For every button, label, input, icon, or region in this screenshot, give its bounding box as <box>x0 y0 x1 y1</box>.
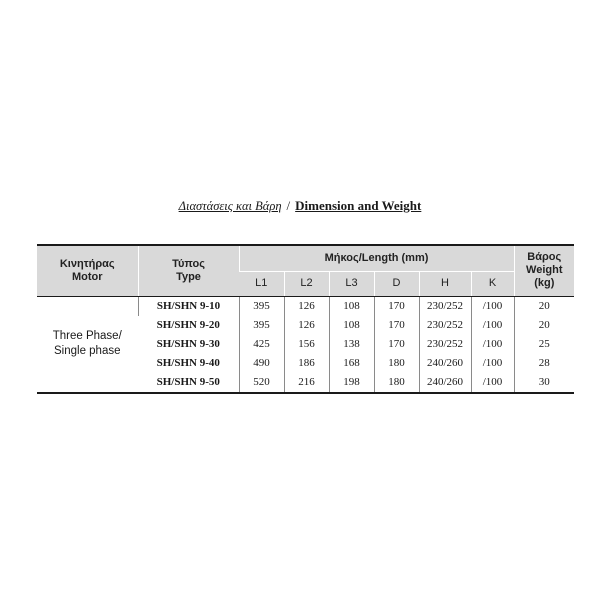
header-motor <box>37 245 138 296</box>
table-row <box>37 296 574 316</box>
type-cell: SH/SHN 9-40 <box>156 357 220 369</box>
title-english: Dimension and Weight <box>295 198 422 213</box>
l3-cell: 108 <box>329 296 374 316</box>
d-cell: 180 <box>374 373 419 393</box>
weight-cell: 28 <box>514 354 574 373</box>
weight-cell: 20 <box>514 296 574 316</box>
title-separator: / <box>286 198 291 213</box>
l2-cell: 156 <box>284 335 329 354</box>
header-motor-greek: Κινητήρας <box>59 257 115 270</box>
l3-cell: 198 <box>329 373 374 393</box>
d-cell: 170 <box>374 296 419 316</box>
l1-cell: 425 <box>239 335 284 354</box>
header-length-group: Μήκος/Length (mm) <box>239 245 514 271</box>
header-weight <box>514 245 574 296</box>
weight-cell: 30 <box>514 373 574 393</box>
type-cell: SH/SHN 9-30 <box>156 338 220 350</box>
k-cell: /100 <box>471 373 514 393</box>
header-col-h: H <box>419 271 471 296</box>
h-cell: 240/260 <box>419 373 471 393</box>
header-weight-greek: Βάρος <box>527 251 562 264</box>
l1-cell: 490 <box>239 354 284 373</box>
motor-cell <box>37 296 138 393</box>
h-cell: 230/252 <box>419 335 471 354</box>
header-col-l2: L2 <box>284 271 329 296</box>
header-row-top <box>37 245 574 271</box>
k-cell: /100 <box>471 354 514 373</box>
dimension-weight-table <box>37 244 574 394</box>
title-greek: Διαστάσεις και Βάρη <box>178 199 282 213</box>
header-col-k: K <box>471 271 514 296</box>
header-weight-unit: (kg) <box>534 277 555 290</box>
header-type-english: Type <box>176 270 201 283</box>
header-col-d: D <box>374 271 419 296</box>
weight-cell: 25 <box>514 335 574 354</box>
h-cell: 230/252 <box>419 296 471 316</box>
header-weight-english: Weight <box>526 264 563 277</box>
header-col-l3: L3 <box>329 271 374 296</box>
motor-label-line1: Three Phase/ <box>52 330 122 342</box>
l2-cell: 216 <box>284 373 329 393</box>
l3-cell: 138 <box>329 335 374 354</box>
h-cell: 240/260 <box>419 354 471 373</box>
l2-cell: 186 <box>284 354 329 373</box>
d-cell: 170 <box>374 335 419 354</box>
k-cell: /100 <box>471 296 514 316</box>
motor-label-line2: Single phase <box>54 345 121 357</box>
d-cell: 180 <box>374 354 419 373</box>
header-motor-english: Motor <box>71 270 103 283</box>
l3-cell: 168 <box>329 354 374 373</box>
header-type <box>138 245 239 296</box>
l2-cell: 126 <box>284 316 329 335</box>
document-title <box>0 198 600 214</box>
h-cell: 230/252 <box>419 316 471 335</box>
l1-cell: 395 <box>239 316 284 335</box>
header-type-greek: Τύπος <box>172 257 205 270</box>
type-cell: SH/SHN 9-10 <box>138 296 239 316</box>
k-cell: /100 <box>471 335 514 354</box>
l1-cell: 520 <box>239 373 284 393</box>
k-cell: /100 <box>471 316 514 335</box>
l3-cell: 108 <box>329 316 374 335</box>
header-col-l1: L1 <box>239 271 284 296</box>
weight-cell: 20 <box>514 316 574 335</box>
type-cell: SH/SHN 9-50 <box>138 373 239 393</box>
d-cell: 170 <box>374 316 419 335</box>
l1-cell: 395 <box>239 296 284 316</box>
l2-cell: 126 <box>284 296 329 316</box>
type-cell: SH/SHN 9-20 <box>156 319 220 331</box>
